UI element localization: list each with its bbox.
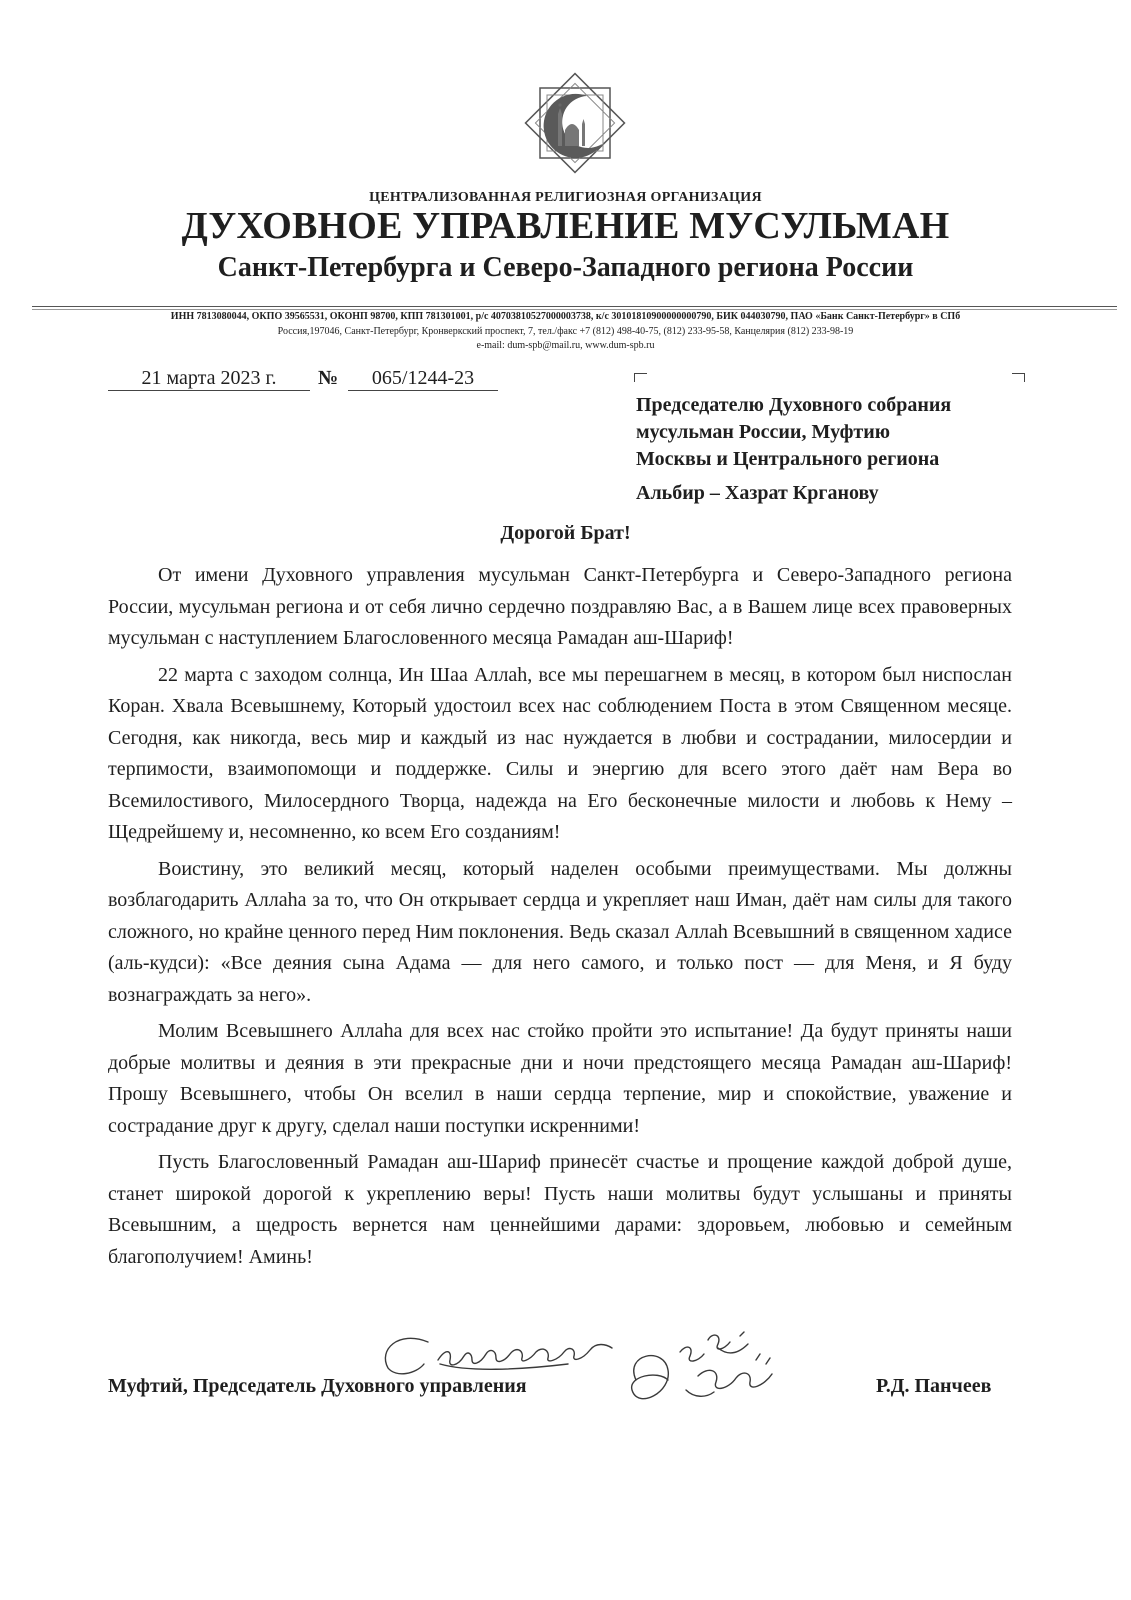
- addressee-line: мусульман России, Муфтию: [636, 421, 891, 443]
- postal-address: Россия,197046, Санкт-Петербург, Кронверкский проспект, 7, тел./факс +7 (812) 498-40-75, (812) 233-95-58, Канцелярия (812) 233-98-19: [277, 326, 854, 337]
- address-corner-right: [1012, 373, 1025, 382]
- organization-region: Санкт-Петербурга и Северо-Западного региона России: [217, 252, 914, 283]
- addressee-block: [636, 392, 1076, 507]
- signatory-title: Муфтий, Председатель Духовного управления: [108, 1375, 527, 1397]
- body-paragraph: Пусть Благословенный Рамадан аш-Шариф принесёт счастье и прощение каждой доброй душе, станет широкой дорогой к укреплению веры! Пусть наши молитвы будут услышаны и приняты Всевышним, а щедрость вернется нам ценнейшими дарами: здоровьем, любовью и семейным благополучием! Аминь!: [108, 1151, 1012, 1268]
- organization-logo: [514, 58, 636, 188]
- body-paragraph: Молим Всевышнего Аллаhа для всех нас стойко пройти это испытание! Да будут приняты наши добрые молитвы и деяния в эти прекрасные дни и ночи предстоящего месяца Рамадан аш-Шариф! Прошу Всевышнего, чтобы Он вселил в наши сердца терпение, мир и спокойствие, уважение и сострадание друг к другу, сделал наши поступки искренними!: [108, 1020, 1012, 1137]
- number-sign: №: [318, 367, 339, 389]
- addressee-line: Председателю Духовного собрания: [636, 394, 952, 416]
- contact-info: e-mail: dum-spb@mail.ru, www.dum-spb.ru: [476, 340, 655, 351]
- letter-number: 065/1244-23: [348, 366, 498, 391]
- organization-name: ДУХОВНОЕ УПРАВЛЕНИЕ МУСУЛЬМАН: [181, 205, 950, 247]
- greeting: Дорогой Брат!: [500, 522, 631, 544]
- bank-requisites: ИНН 7813080044, ОКПО 39565531, ОКОНП 98700, КПП 781301001, р/с 40703810527000003738, к/с 30101810900000000790, БИК 044030790, ПАО «Банк Санкт-Петербург» в СПб: [170, 311, 961, 322]
- body-paragraph: Воистину, это великий месяц, который наделен особыми преимуществами. Мы должны возблагодарить Аллаhа за то, что Он открывает сердца и укрепляет наш Иман, даёт нам силы для такого сложного, но крайне ценного перед Ним поклонения. Ведь сказал Аллаh Всевышний в священном хадисе (аль-кудси): «Все деяния сына Адама — для него самого, и только пост — для Меня, и Я буду вознаграждать за него».: [108, 857, 1012, 1006]
- handwritten-signature: [368, 1320, 828, 1420]
- body-paragraph: 22 марта с заходом солнца, Ин Шаа Аллаh, все мы перешагнем в месяц, в котором был ниспослан Коран. Хвала Всевышнему, Который удостоил всех нас соблюдением Поста в этом Священном месяце. Сегодня, как никогда, весь мир и каждый из нас нуждается в любви и сострадании, милосердии и терпимости, взаимопомощи и поддержке. Силы и энергию для всего этого даёт нам Вера во Всемилостивого, Милосердного Творца, надежда на Его бесконечные милости и любовь к Нему – Щедрейшему и, несомненно, ко всем Его созданиям!: [108, 663, 1012, 843]
- header-divider: [32, 306, 1117, 307]
- letter-date: 21 марта 2023 г.: [108, 366, 310, 391]
- organization-type: ЦЕНТРАЛИЗОВАННАЯ РЕЛИГИОЗНАЯ ОРГАНИЗАЦИЯ: [369, 190, 762, 205]
- addressee-line: Москвы и Центрального региона: [636, 448, 940, 470]
- header-divider-secondary: [32, 309, 1117, 310]
- letter-body: [108, 560, 1012, 1278]
- address-corner-left: [634, 373, 647, 382]
- body-paragraph: От имени Духовного управления мусульман Санкт-Петербурга и Северо-Западного региона России, мусульман региона и от себя лично сердечно поздравляю Вас, а в Вашем лице всех правоверных мусульман с наступлением Благословенного месяца Рамадан аш-Шариф!: [108, 564, 1012, 649]
- signatory-name: Р.Д. Панчеев: [876, 1375, 992, 1397]
- addressee-name: Альбир – Хазрат Крганову: [636, 482, 879, 504]
